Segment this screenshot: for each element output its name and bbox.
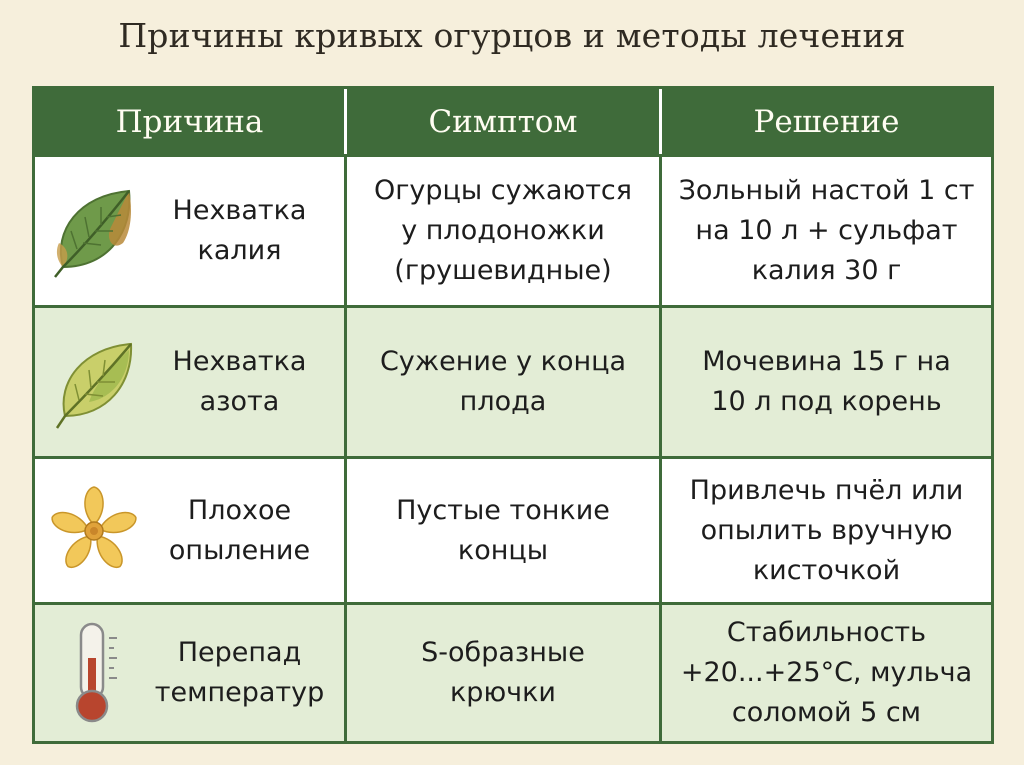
solution-cell: Мочевина 15 г на 10 л под корень xyxy=(659,308,991,456)
column-header-cause: Причина xyxy=(35,89,344,154)
cause-label: Нехватка калия xyxy=(172,195,307,266)
table-row xyxy=(35,456,991,602)
solution-cell: Стабильность +20...+25°C, мульча соломой 5 см xyxy=(659,605,991,741)
table-row xyxy=(35,602,991,741)
cause-label: Нехватка азота xyxy=(172,346,307,417)
page-title: Причины кривых огурцов и методы лечения xyxy=(118,16,906,55)
column-header-solution: Решение xyxy=(659,89,991,154)
solution-cell: Зольный настой 1 ст на 10 л + сульфат калия 30 г xyxy=(659,157,991,305)
symptom-cell: Пустые тонкие концы xyxy=(344,459,659,602)
symptom-cell: S-образные крючки xyxy=(344,605,659,741)
symptom-cell: Сужение у конца плода xyxy=(344,308,659,456)
flower-icon xyxy=(49,481,139,581)
cause-cell xyxy=(35,308,344,456)
cause-cell xyxy=(35,459,344,602)
leaf-potassium-icon xyxy=(49,181,139,281)
table-row xyxy=(35,305,991,456)
solution-cell: Привлечь пчёл или опылить вручную кисточкой xyxy=(659,459,991,602)
cause-label: Перепад температур xyxy=(154,637,325,708)
column-header-symptom: Симптом xyxy=(344,89,659,154)
cause-cell xyxy=(35,605,344,741)
cause-label: Плохое опыление xyxy=(168,494,311,566)
table-row xyxy=(35,154,991,305)
causes-table xyxy=(32,86,994,744)
thermometer-icon xyxy=(49,618,139,728)
symptom-cell: Огурцы сужаются у плодоножки (грушевидные) xyxy=(344,157,659,305)
leaf-nitrogen-icon xyxy=(49,332,139,432)
cause-cell xyxy=(35,157,344,305)
